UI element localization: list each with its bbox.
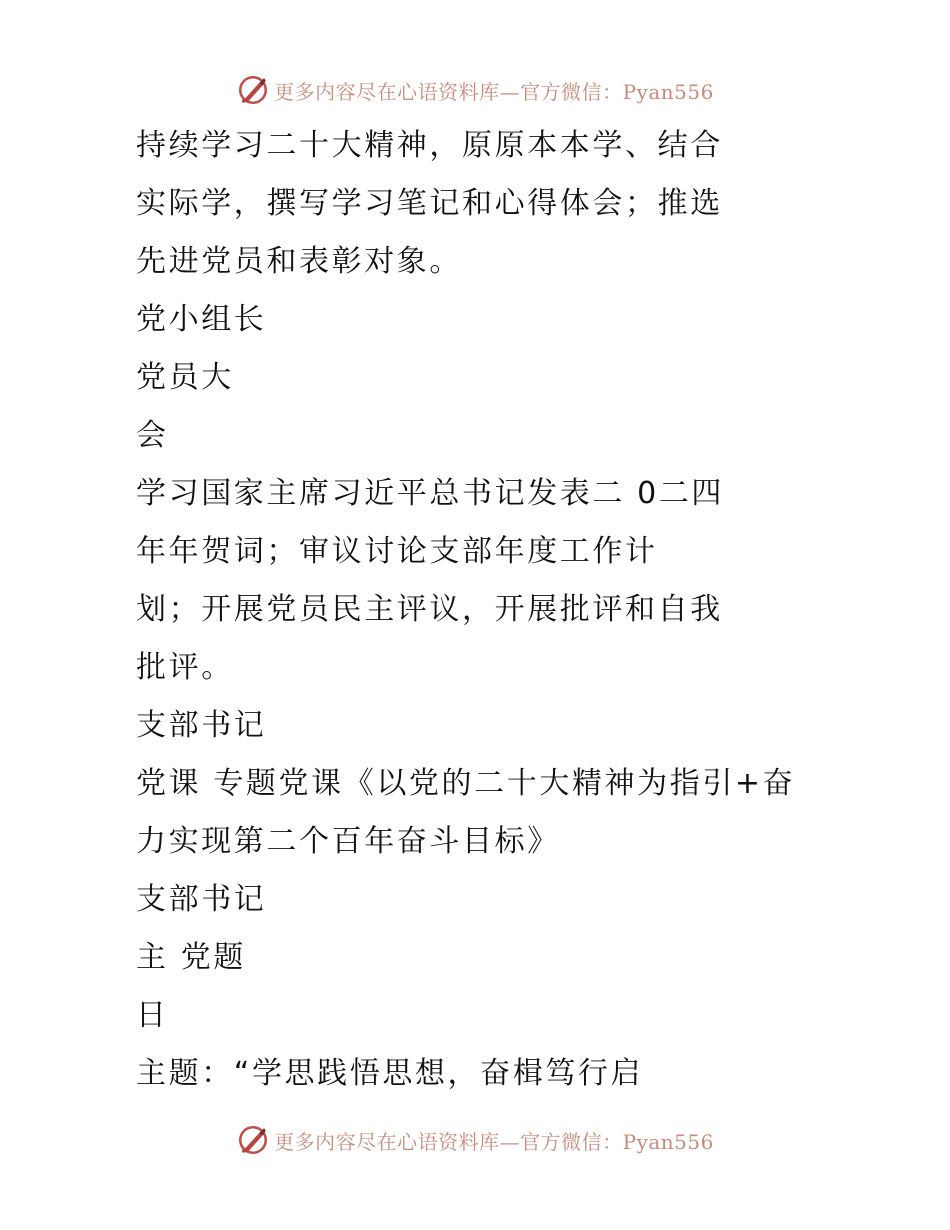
- body-line: 持续学习二十大精神，原原本本学、结合: [136, 128, 723, 163]
- body-line: 划；开展党员民主评议，开展批评和自我: [136, 592, 723, 627]
- body-line: 会: [136, 418, 169, 453]
- pen-circle-logo-icon: [236, 73, 270, 107]
- body-line: 党小组长: [136, 302, 267, 337]
- body-line: 先进党员和表彰对象。: [136, 244, 462, 279]
- watermark-text: 更多内容尽在心语资料库—官方微信：Pyan556: [274, 1129, 714, 1154]
- body-line: 主题：“学思践悟思想，奋楫笃行启: [136, 1056, 644, 1091]
- body-line: 党员大: [136, 360, 234, 395]
- body-line: 学习国家主席习近平总书记发表二 0二四: [136, 476, 725, 511]
- footer-watermark: [0, 1118, 950, 1162]
- body-line: 日: [136, 998, 169, 1033]
- body-line: 支部书记: [136, 882, 267, 917]
- body-line: 支部书记: [136, 708, 267, 743]
- body-line: 批评。: [136, 650, 234, 685]
- body-line: 实际学，撰写学习笔记和心得体会；推选: [136, 186, 723, 221]
- watermark-text: 更多内容尽在心语资料库—官方微信：Pyan556: [274, 79, 714, 104]
- pen-circle-logo-icon: [236, 1123, 270, 1157]
- body-line: 主 党题: [136, 940, 246, 975]
- header-watermark: [0, 68, 950, 112]
- document-body: [136, 117, 836, 1103]
- body-line: 力实现第二个百年奋斗目标》: [136, 824, 560, 859]
- body-line: 年年贺词；审议讨论支部年度工作计: [136, 534, 658, 569]
- body-line: 党课 专题党课《以党的二十大精神为指引+奋: [136, 766, 796, 801]
